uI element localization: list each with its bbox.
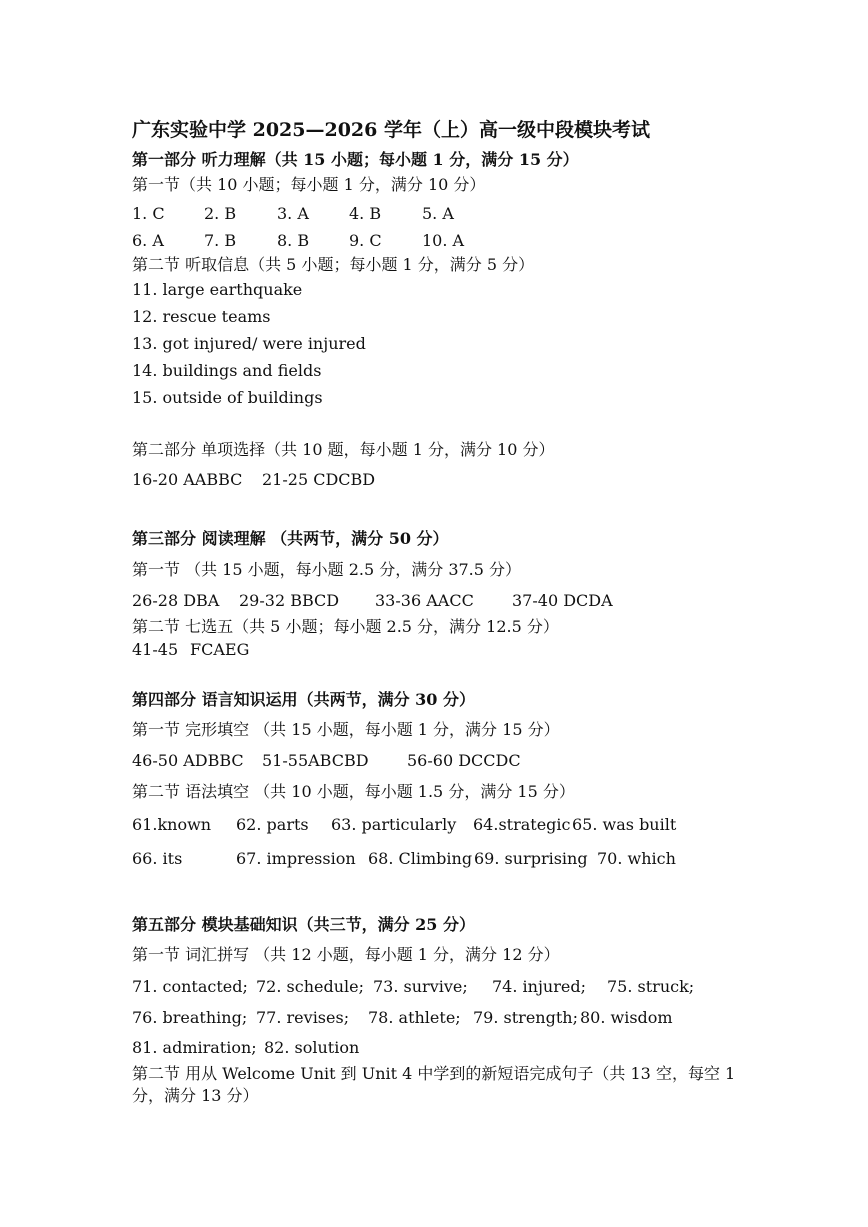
answer-item: 78. athlete; — [368, 1008, 461, 1027]
answer-item: 69. surprising — [474, 849, 588, 868]
answer-item: 62. parts — [236, 815, 309, 834]
answer-item: 33-36 AACC — [375, 591, 474, 610]
answer-item: 7. B — [204, 231, 237, 250]
answer-item: 21-25 CDCBD — [262, 470, 376, 489]
answer-item: 37-40 DCDA — [512, 591, 613, 610]
answer-item: FCAEG — [190, 640, 250, 659]
answer-item: 67. impression — [236, 849, 356, 868]
answer-item: 12. rescue teams — [132, 307, 271, 326]
answer-item: 66. its — [132, 849, 183, 868]
part3-section2-heading: 第二节 七选五（共 5 小题；每小题 2.5 分，满分 12.5 分） — [132, 617, 559, 636]
answer-item: 76. breathing; — [132, 1008, 248, 1027]
part4-heading: 第四部分 语言知识运用（共两节，满分 30 分） — [132, 690, 475, 709]
answer-item: 72. schedule; — [256, 977, 364, 996]
part1-section2-heading: 第二节 听取信息（共 5 小题；每小题 1 分，满分 5 分） — [132, 255, 535, 274]
answer-item: 3. A — [277, 204, 309, 223]
answer-item: 64.strategic — [473, 815, 571, 834]
answer-item: 10. A — [422, 231, 465, 250]
answer-item: 5. A — [422, 204, 454, 223]
answer-item: 73. survive; — [373, 977, 468, 996]
part1-heading: 第一部分 听力理解（共 15 小题；每小题 1 分，满分 15 分） — [132, 150, 579, 169]
answer-item: 15. outside of buildings — [132, 388, 323, 407]
answer-item: 46-50 ADBBC — [132, 751, 244, 770]
answer-item: 1. C — [132, 204, 165, 223]
answer-item: 4. B — [349, 204, 382, 223]
answer-item: 63. particularly — [331, 815, 457, 834]
part2-heading: 第二部分 单项选择（共 10 题，每小题 1 分，满分 10 分） — [132, 440, 555, 459]
part3-heading: 第三部分 阅读理解 （共两节，满分 50 分） — [132, 529, 449, 548]
answer-item: 2. B — [204, 204, 237, 223]
answer-item: 74. injured; — [492, 977, 586, 996]
answer-item: 11. large earthquake — [132, 280, 303, 299]
answer-item: 82. solution — [264, 1038, 360, 1057]
answer-item: 14. buildings and fields — [132, 361, 322, 380]
answer-item: 16-20 AABBC — [132, 470, 243, 489]
answer-item: 29-32 BBCD — [239, 591, 340, 610]
answer-item: 9. C — [349, 231, 382, 250]
answer-item: 26-28 DBA — [132, 591, 220, 610]
answer-item: 56-60 DCCDC — [407, 751, 521, 770]
answer-item: 65. was built — [572, 815, 677, 834]
part4-section1-heading: 第一节 完形填空 （共 15 小题，每小题 1 分，满分 15 分） — [132, 720, 560, 739]
answer-item: 80. wisdom — [580, 1008, 673, 1027]
answer-item: 79. strength; — [473, 1008, 578, 1027]
answer-item: 41-45 — [132, 640, 179, 659]
part3-section1-heading: 第一节 （共 15 小题，每小题 2.5 分，满分 37.5 分） — [132, 560, 522, 579]
answer-item: 70. which — [597, 849, 676, 868]
answer-item: 8. B — [277, 231, 310, 250]
answer-item: 51-55ABCBD — [262, 751, 369, 770]
answer-item: 61.known — [132, 815, 212, 834]
answer-item: 6. A — [132, 231, 164, 250]
answer-item: 81. admiration; — [132, 1038, 257, 1057]
answer-item: 71. contacted; — [132, 977, 248, 996]
part5-section1-heading: 第一节 词汇拼写 （共 12 小题，每小题 1 分，满分 12 分） — [132, 945, 560, 964]
part4-section2-heading: 第二节 语法填空 （共 10 小题，每小题 1.5 分，满分 15 分） — [132, 782, 575, 801]
answer-item: 77. revises; — [256, 1008, 350, 1027]
part5-section2-heading: 第二节 用从 Welcome Unit 到 Unit 4 中学到的新短语完成句子（共 13 空，每空 1 分，满分 13 分） — [132, 1064, 736, 1105]
part5-heading: 第五部分 模块基础知识（共三节，满分 25 分） — [132, 915, 475, 934]
answer-item: 75. struck; — [607, 977, 695, 996]
answer-item: 13. got injured/ were injured — [132, 334, 366, 353]
answer-item: 68. Climbing — [368, 849, 473, 868]
part1-section1-heading: 第一节（共 10 小题；每小题 1 分，满分 10 分） — [132, 175, 486, 194]
page-title: 广东实验中学 2025—2026 学年（上）高一级中段模块考试 — [132, 119, 650, 141]
